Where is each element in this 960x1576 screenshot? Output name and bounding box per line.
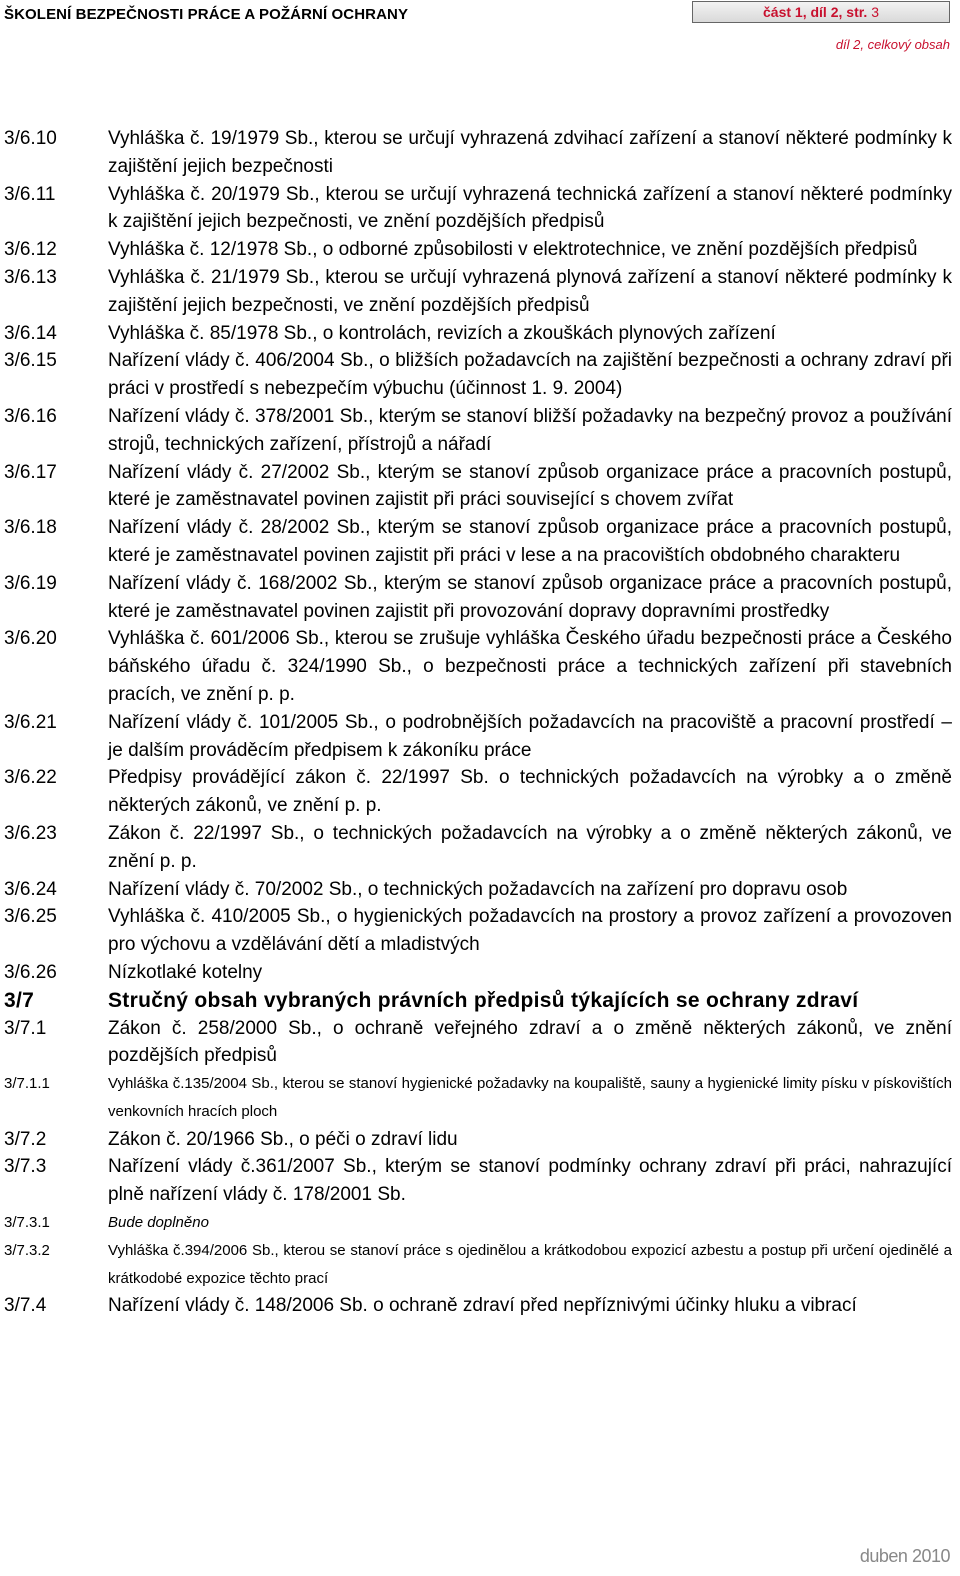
entry-text: Nařízení vlády č.361/2007 Sb., kterým se stanoví podmínky ochrany zdraví při práci, nahrazující plně nařízení vlády č. 178/2001 Sb. <box>108 1156 952 1206</box>
entry-text: Nařízení vlády č. 406/2004 Sb., o bližších požadavcích na zajištění bezpečnosti a ochrany zdraví při práci v prostředí s nebezpečím výbuchu (účinnost 1. 9. 2004) <box>108 350 952 400</box>
entry-number: 3/6.22 <box>4 767 57 789</box>
entry-number: 3/6.11 <box>4 183 56 205</box>
entry-number: 3/6.26 <box>4 961 57 983</box>
entry-number: 3/6.17 <box>4 461 57 483</box>
entry-number: 3/6.25 <box>4 906 57 928</box>
page-header <box>0 0 960 64</box>
toc-entry <box>4 1209 952 1237</box>
entry-number: 3/6.18 <box>4 517 57 539</box>
entry-number: 3/6.13 <box>4 266 57 288</box>
entry-text: Zákon č. 20/1966 Sb., o péči o zdraví lidu <box>108 1128 458 1150</box>
entry-number: 3/6.10 <box>4 128 57 149</box>
entry-text: Vyhláška č. 601/2006 Sb., kterou se zrušuje vyhláška Českého úřadu bezpečnosti práce a Českého báňského úřadu č. 324/1990 Sb., o bezpečnosti práce a technických zařízení při stavebních pracích, ve znění p. p. <box>108 628 952 705</box>
entry-number: 3/7.2 <box>4 1128 47 1150</box>
entry-text: Zákon č. 22/1997 Sb., o technických požadavcích na výrobky a o změně některých zákonů, ve znění p. p. <box>108 822 952 872</box>
entry-number: 3/7.4 <box>4 1295 47 1317</box>
entry-text: Nařízení vlády č. 378/2001 Sb., kterým se stanoví bližší požadavky na bezpečný provoz a používání strojů, technických zařízení, přístrojů a nářadí <box>108 405 952 455</box>
entry-number: 3/7.3.2 <box>4 1241 50 1259</box>
entry-number: 3/6.19 <box>4 572 57 594</box>
entry-text: Předpisy provádějící zákon č. 22/1997 Sb. o technických požadavcích na výrobky a o změně některých zákonů, ve znění p. p. <box>108 767 952 817</box>
entry-number: 3/7.3.1 <box>4 1214 50 1232</box>
document-title: ŠKOLENÍ BEZPEČNOSTI PRÁCE A POŽÁRNÍ OCHRANY <box>4 6 409 23</box>
toc-entry <box>4 709 952 765</box>
entry-text: Vyhláška č.394/2006 Sb., kterou se stanoví práce s ojedinělou a krátkodobou expozicí azbestu a postup při určení ojedinělé a krátkodobé expozice těchto prací <box>108 1241 952 1287</box>
toc-entry <box>4 236 952 264</box>
entry-number: 3/6.14 <box>4 322 57 344</box>
entry-number: 3/6.23 <box>4 822 57 844</box>
toc-entry <box>4 764 952 820</box>
toc-entry <box>4 820 952 876</box>
part-label: část 1, díl 2, str. <box>763 4 868 20</box>
toc-entry <box>4 181 952 237</box>
entry-number: 3/6.15 <box>4 350 57 372</box>
toc-entry <box>4 876 952 904</box>
entry-number: 3/6.12 <box>4 239 57 261</box>
entry-text: Nařízení vlády č. 27/2002 Sb., kterým se stanoví způsob organizace práce a pracovních postupů, které je zaměstnavatel povinen zajistit při práci související s chovem zvířat <box>108 461 952 511</box>
toc-entry <box>4 514 952 570</box>
entry-text: Nařízení vlády č. 28/2002 Sb., kterým se stanoví způsob organizace práce a pracovních postupů, které je zaměstnavatel povinen zajistit při práci v lese a na pracovištích obdobného charakteru <box>108 517 952 566</box>
entry-text: Vyhláška č. 19/1979 Sb., kterou se určují vyhrazená zdvihací zařízení a stanoví některé podmínky k zajištění jejich bezpečnosti <box>108 128 952 177</box>
toc-entry <box>4 347 952 403</box>
entry-text: Vyhláška č. 410/2005 Sb., o hygienických požadavcích na prostory a provoz zařízení a provozoven pro výchovu a vzdělávání dětí a mladistvých <box>108 906 952 956</box>
toc-entry <box>4 1153 952 1209</box>
toc-entry <box>4 1070 952 1126</box>
entry-text: Nařízení vlády č. 101/2005 Sb., o podrobnějších požadavcích na pracoviště a pracovní prostředí – je dalším prováděcím předpisem k zákoníku práce <box>108 711 952 761</box>
entry-text: Nízkotlaké kotelny <box>108 961 263 983</box>
entry-text: Vyhláška č. 21/1979 Sb., kterou se určují vyhrazená plynová zařízení a stanoví některé podmínky k zajištění jejich bezpečnosti, ve znění pozdějších předpisů <box>108 266 952 316</box>
toc-entry <box>4 625 952 708</box>
entry-text: Nařízení vlády č. 70/2002 Sb., o technických požadavcích na zařízení pro dopravu osob <box>108 878 848 900</box>
toc-entry <box>4 459 952 515</box>
entry-text: Stručný obsah vybraných právních předpisů týkajících se ochrany zdraví <box>108 988 859 1012</box>
toc-entry <box>4 264 952 320</box>
entry-text: Vyhláška č. 12/1978 Sb., o odborné způsobilosti v elektrotechnice, ve znění pozdějších předpisů <box>108 239 918 261</box>
entry-number: 3/7.3 <box>4 1156 47 1178</box>
toc-entry <box>4 1237 952 1293</box>
toc-entry <box>4 570 952 626</box>
entry-text: Vyhláška č. 20/1979 Sb., kterou se určují vyhrazená technická zařízení a stanoví některé podmínky k zajištění jejich bezpečnosti, ve znění pozdějších předpisů <box>108 183 952 233</box>
entry-number: 3/6.16 <box>4 405 57 427</box>
section-heading <box>4 987 952 1015</box>
footer-date: duben 2010 <box>859 1546 950 1566</box>
part-label-box <box>692 1 950 23</box>
toc-entry <box>4 125 952 181</box>
entry-text: Nařízení vlády č. 168/2002 Sb., kterým se stanoví způsob organizace práce a pracovních postupů, které je zaměstnavatel povinen zajistit při provozování dopravy dopravními prostředky <box>108 572 952 622</box>
entry-number: 3/7.1 <box>4 1017 47 1039</box>
entry-text: Vyhláška č. 85/1978 Sb., o kontrolách, revizích a zkouškách plynových zařízení <box>108 322 776 344</box>
toc-entry <box>4 1126 952 1154</box>
entry-number: 3/6.20 <box>4 628 57 650</box>
table-of-contents <box>4 125 952 1320</box>
toc-entry <box>4 959 952 987</box>
entry-text: Nařízení vlády č. 148/2006 Sb. o ochraně zdraví před nepříznivými účinky hluku a vibrací <box>108 1295 857 1317</box>
toc-entry <box>4 1015 952 1071</box>
entry-text: Zákon č. 258/2000 Sb., o ochraně veřejného zdraví a o změně některých zákonů, ve znění pozdějších předpisů <box>108 1017 952 1067</box>
entry-number: 3/7.1.1 <box>4 1075 50 1093</box>
entry-number: 3/7 <box>4 988 35 1012</box>
entry-text: Vyhláška č.135/2004 Sb., kterou se stanoví hygienické požadavky na koupaliště, sauny a hygienické limity písku v pískovištích venkovních hracích ploch <box>108 1075 952 1120</box>
section-subtitle: díl 2, celkový obsah <box>835 37 950 52</box>
toc-entry <box>4 903 952 959</box>
entry-number: 3/6.21 <box>4 711 57 733</box>
page-number: 3 <box>871 4 879 20</box>
entry-text: Bude doplněno <box>108 1214 209 1232</box>
entry-number: 3/6.24 <box>4 878 57 900</box>
toc-entry <box>4 1292 952 1320</box>
toc-entry <box>4 320 952 348</box>
toc-entry <box>4 403 952 459</box>
